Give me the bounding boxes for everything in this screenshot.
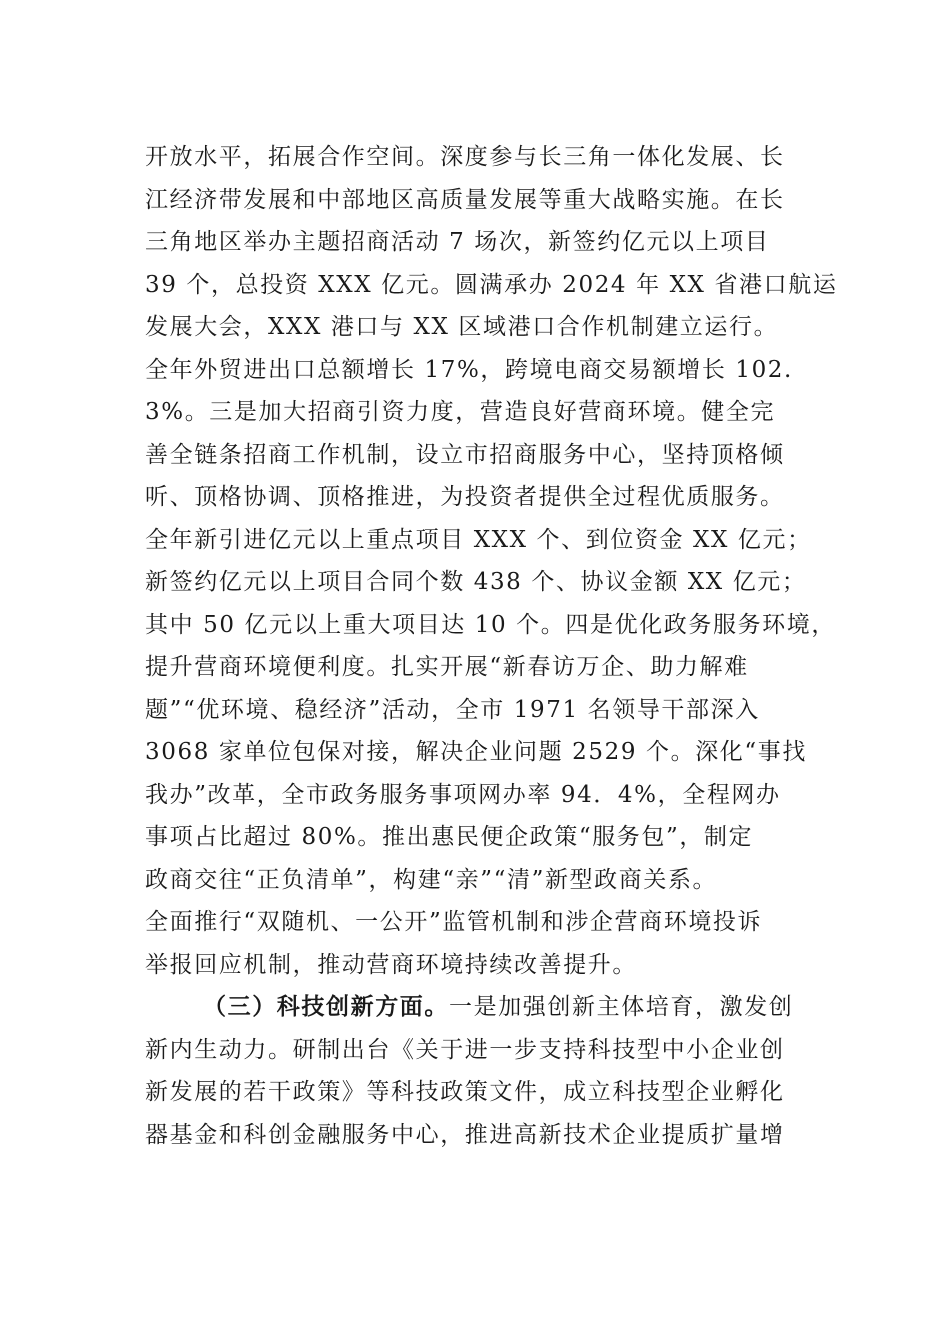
text-line: 新内生动力。研制出台《关于进一步支持科技型中小企业创 [145,1036,785,1063]
text-line: 全年外贸进出口总额增长 17%，跨境电商交易额增长 102. [145,356,793,383]
text-line: 听、顶格协调、顶格推进，为投资者提供全过程优质服务。 [145,484,785,510]
text-line: 全面推行“双随机、一公开”监管机制和涉企营商环境投诉 [145,909,763,935]
text-line: 我办”改革，全市政务服务事项网办率 94．4%，全程网办 [145,781,781,808]
text-line: 政商交往“正负清单”，构建“亲”“清”新型政商关系。 [145,866,718,893]
text-line: 3%。三是加大招商引资力度，营造良好营商环境。健全完 [145,399,776,425]
text-line: 其中 50 亿元以上重大项目达 10 个。四是优化政务服务环境， [145,611,836,638]
text-line: 3068 家单位包保对接，解决企业问题 2529 个。深化“事找 [145,739,807,765]
text-line: 新签约亿元以上项目合同个数 438 个、协议金额 XX 亿元； [145,569,807,595]
text-line: 器基金和科创金融服务中心，推进高新技术企业提质扩量增 [145,1121,785,1148]
section-first-line [145,986,825,1029]
text-line: 发展大会，XXX 港口与 XX 区域港口合作机制建立运行。 [145,314,779,340]
text-line: 题”“优环境、稳经济”活动，全市 1971 名领导干部深入 [145,696,760,723]
body-text [145,136,838,1156]
text-line: 开放水平，拓展合作空间。深度参与长三角一体化发展、长 [145,144,785,170]
text-line: 全年新引进亿元以上重点项目 XXX 个、到位资金 XX 亿元； [145,526,812,553]
text-line: 善全链条招商工作机制，设立市招商服务中心，坚持顶格倾 [145,441,785,468]
text-line: 提升营商环境便利度。扎实开展“新春访万企、助力解难 [145,654,749,680]
section-heading: （三）科技创新方面。 [203,993,449,1020]
text-line: 江经济带发展和中部地区高质量发展等重大战略实施。在长 [145,186,785,213]
section-first-line-text: 一是加强创新主体培育，激发创 [449,994,794,1020]
text-line: 新发展的若干政策》等科技政策文件，成立科技型企业孵化 [145,1079,785,1105]
text-line: 事项占比超过 80%。推出惠民便企政策“服务包”，制定 [145,824,754,850]
text-line: 39 个，总投资 XXX 亿元。圆满承办 2024 年 XX 省港口航运 [145,271,838,298]
text-line: 举报回应机制，推动营商环境持续改善提升。 [145,951,637,978]
text-line: 三角地区举办主题招商活动 7 场次，新签约亿元以上项目 [145,229,770,255]
